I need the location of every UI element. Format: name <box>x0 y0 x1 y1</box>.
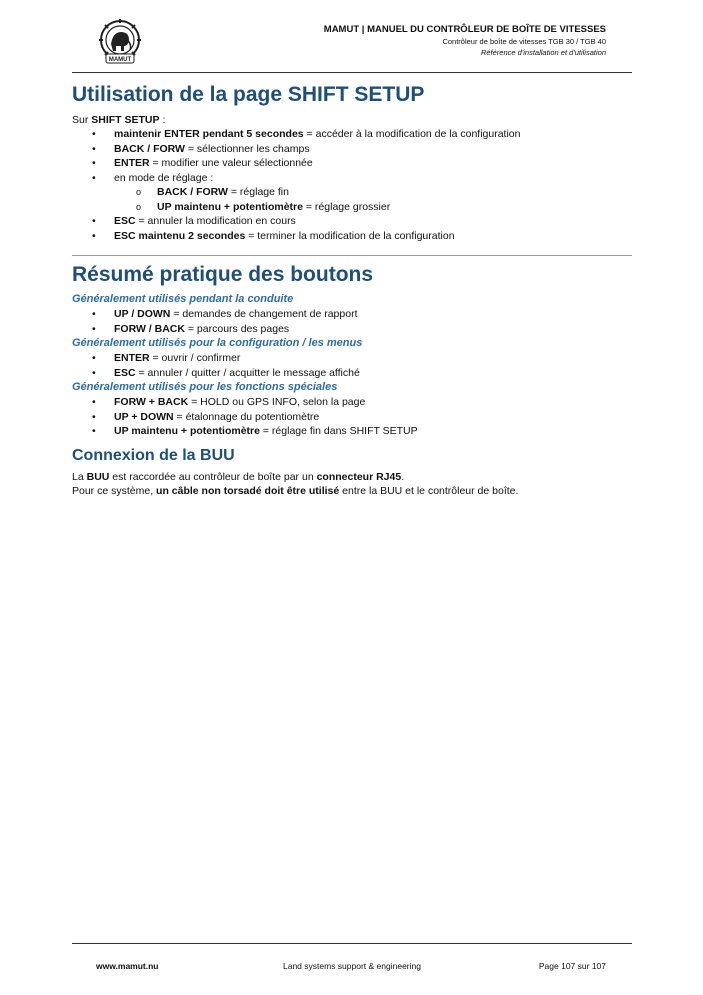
shift-setup-intro: Sur SHIFT SETUP : <box>72 114 166 127</box>
document-title: MAMUT | MANUEL DU CONTRÔLEUR DE BOÎTE DE VITESSES <box>323 24 606 35</box>
list-item: • ESC = annuler / quitter / acquitter le message affiché <box>72 366 632 381</box>
driving-buttons-list <box>72 307 632 336</box>
list-item: • UP / DOWN = demandes de changement de rapport <box>72 307 632 322</box>
list-item: • ENTER = ouvrir / confirmer <box>72 351 632 366</box>
list-item: • BACK / FORW = sélectionner les champs <box>72 142 632 157</box>
list-item: • FORW / BACK = parcours des pages <box>72 322 632 337</box>
list-item: • ESC = annuler la modification en cours <box>72 214 632 229</box>
sub-list-item: o BACK / FORW = réglage fin <box>72 185 632 200</box>
sub-list-item: o UP maintenu + potentiomètre = réglage grossier <box>72 200 632 215</box>
page-header <box>72 14 632 73</box>
document-subtitle: Contrôleur de boîte de vitesses TGB 30 / TGB 40 <box>442 37 606 46</box>
subheading-special: Généralement utilisés pour les fonctions spéciales <box>72 381 338 394</box>
buu-paragraph-1: La BUU est raccordée au contrôleur de boîte par un connecteur RJ45. <box>72 470 405 483</box>
page-content <box>72 82 632 498</box>
section-title-buu-connection: Connexion de la BUU <box>72 446 235 464</box>
list-item: • en mode de réglage : <box>72 171 632 186</box>
list-item: • UP maintenu + potentiomètre = réglage fin dans SHIFT SETUP <box>72 424 632 439</box>
document-reference: Référence d'installation et d'utilisation <box>480 48 606 57</box>
list-item: • FORW + BACK = HOLD ou GPS INFO, selon la page <box>72 395 632 410</box>
buu-paragraph-2: Pour ce système, un câble non torsadé doit être utilisé entre la BUU et le contrôleur de boîte. <box>72 484 519 497</box>
list-item: • maintenir ENTER pendant 5 secondes = accéder à la modification de la configuration <box>72 127 632 142</box>
list-item: • ENTER = modifier une valeur sélectionnée <box>72 156 632 171</box>
footer-page-number: Page 107 sur 107 <box>538 961 606 971</box>
page-footer <box>72 943 632 974</box>
section-title-button-summary: Résumé pratique des boutons <box>72 263 374 287</box>
config-buttons-list <box>72 351 632 380</box>
list-item: • ESC maintenu 2 secondes = terminer la modification de la configuration <box>72 229 632 244</box>
subheading-config: Généralement utilisés pour la configuration / les menus <box>72 337 363 350</box>
special-buttons-list <box>72 395 632 439</box>
list-item: • UP + DOWN = étalonnage du potentiomètre <box>72 410 632 425</box>
section-divider <box>72 255 632 256</box>
section-title-shift-setup: Utilisation de la page SHIFT SETUP <box>72 83 425 106</box>
footer-website: www.mamut.nu <box>96 961 159 971</box>
mamut-logo <box>94 18 146 66</box>
footer-tagline: Land systems support & engineering <box>283 961 421 971</box>
subheading-driving: Généralement utilisés pendant la conduite <box>72 293 294 306</box>
svg-text:MAMUT: MAMUT <box>108 57 132 63</box>
shift-setup-list <box>72 127 632 243</box>
